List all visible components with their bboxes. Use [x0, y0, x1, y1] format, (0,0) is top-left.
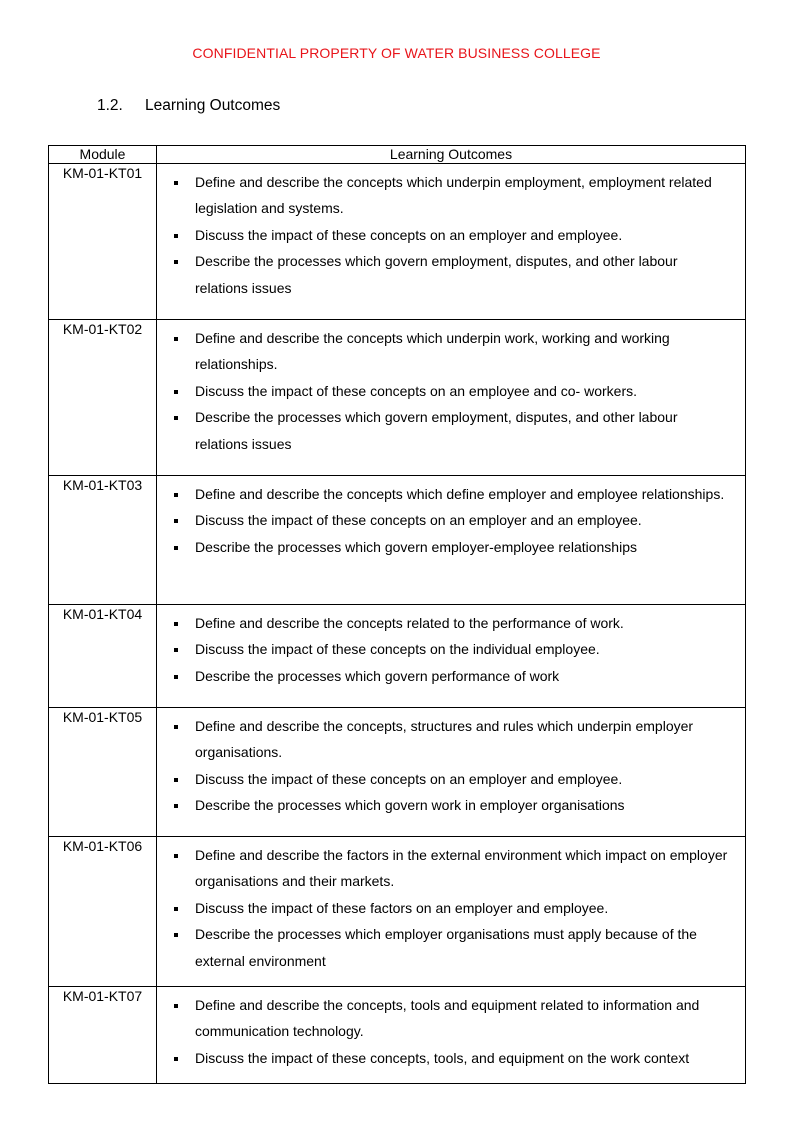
outcome-list — [157, 605, 745, 689]
table-row — [49, 164, 746, 320]
outcome-item: Define and describe the concepts related to the performance of work. — [195, 610, 733, 636]
module-code: KM-01-KT04 — [49, 605, 157, 708]
outcome-item: Describe the processes which govern performance of work — [195, 663, 733, 689]
outcomes-cell — [157, 605, 746, 708]
outcome-list — [157, 320, 745, 457]
column-header-module: Module — [49, 146, 157, 164]
outcome-item: Discuss the impact of these concepts on an employer and employee. — [195, 222, 733, 248]
table-row — [49, 320, 746, 476]
module-code: KM-01-KT03 — [49, 476, 157, 605]
outcome-item: Define and describe the concepts which define employer and employee relationships. — [195, 481, 733, 507]
outcomes-cell — [157, 837, 746, 987]
outcome-item: Discuss the impact of these concepts on the individual employee. — [195, 636, 733, 662]
outcome-item: Define and describe the concepts which underpin employment, employment related legislation and systems. — [195, 169, 733, 222]
outcomes-cell — [157, 164, 746, 320]
outcome-list — [157, 987, 745, 1071]
column-header-learning-outcomes: Learning Outcomes — [157, 146, 746, 164]
outcomes-cell — [157, 987, 746, 1084]
module-code: KM-01-KT01 — [49, 164, 157, 320]
outcome-list — [157, 837, 745, 974]
outcome-list — [157, 164, 745, 301]
outcome-item: Describe the processes which govern employment, disputes, and other labour relations issues — [195, 248, 733, 301]
outcome-item: Describe the processes which govern employment, disputes, and other labour relations issues — [195, 404, 733, 457]
outcomes-cell — [157, 320, 746, 476]
outcome-item: Define and describe the factors in the external environment which impact on employer organisations and their markets. — [195, 842, 733, 895]
outcome-item: Describe the processes which govern work in employer organisations — [195, 792, 733, 818]
outcome-list — [157, 708, 745, 819]
learning-outcomes-table — [48, 145, 746, 1084]
outcome-item: Define and describe the concepts, tools and equipment related to information and communication technology. — [195, 992, 733, 1045]
outcome-item: Define and describe the concepts which underpin work, working and working relationships. — [195, 325, 733, 378]
section-number: 1.2. — [97, 97, 123, 114]
table-row — [49, 605, 746, 708]
section-heading — [97, 97, 280, 115]
table-row — [49, 837, 746, 987]
outcome-item: Discuss the impact of these concepts on an employee and co- workers. — [195, 378, 733, 404]
table-row — [49, 987, 746, 1084]
table-row — [49, 708, 746, 837]
outcome-item: Discuss the impact of these factors on an employer and employee. — [195, 895, 733, 921]
outcomes-cell — [157, 476, 746, 605]
confidential-header: CONFIDENTIAL PROPERTY OF WATER BUSINESS COLLEGE — [192, 45, 601, 61]
section-title: Learning Outcomes — [145, 97, 281, 114]
table-header-row — [49, 146, 746, 164]
outcome-item: Discuss the impact of these concepts on an employer and employee. — [195, 766, 733, 792]
outcome-item: Describe the processes which govern employer-employee relationships — [195, 534, 733, 560]
outcome-item: Define and describe the concepts, structures and rules which underpin employer organisations. — [195, 713, 733, 766]
outcome-item: Discuss the impact of these concepts on an employer and an employee. — [195, 507, 733, 533]
module-code: KM-01-KT05 — [49, 708, 157, 837]
module-code: KM-01-KT07 — [49, 987, 157, 1084]
module-code: KM-01-KT06 — [49, 837, 157, 987]
table-row — [49, 476, 746, 605]
module-code: KM-01-KT02 — [49, 320, 157, 476]
outcomes-cell — [157, 708, 746, 837]
outcome-item: Discuss the impact of these concepts, tools, and equipment on the work context — [195, 1045, 733, 1071]
outcome-list — [157, 476, 745, 560]
outcome-item: Describe the processes which employer organisations must apply because of the external environment — [195, 921, 733, 974]
